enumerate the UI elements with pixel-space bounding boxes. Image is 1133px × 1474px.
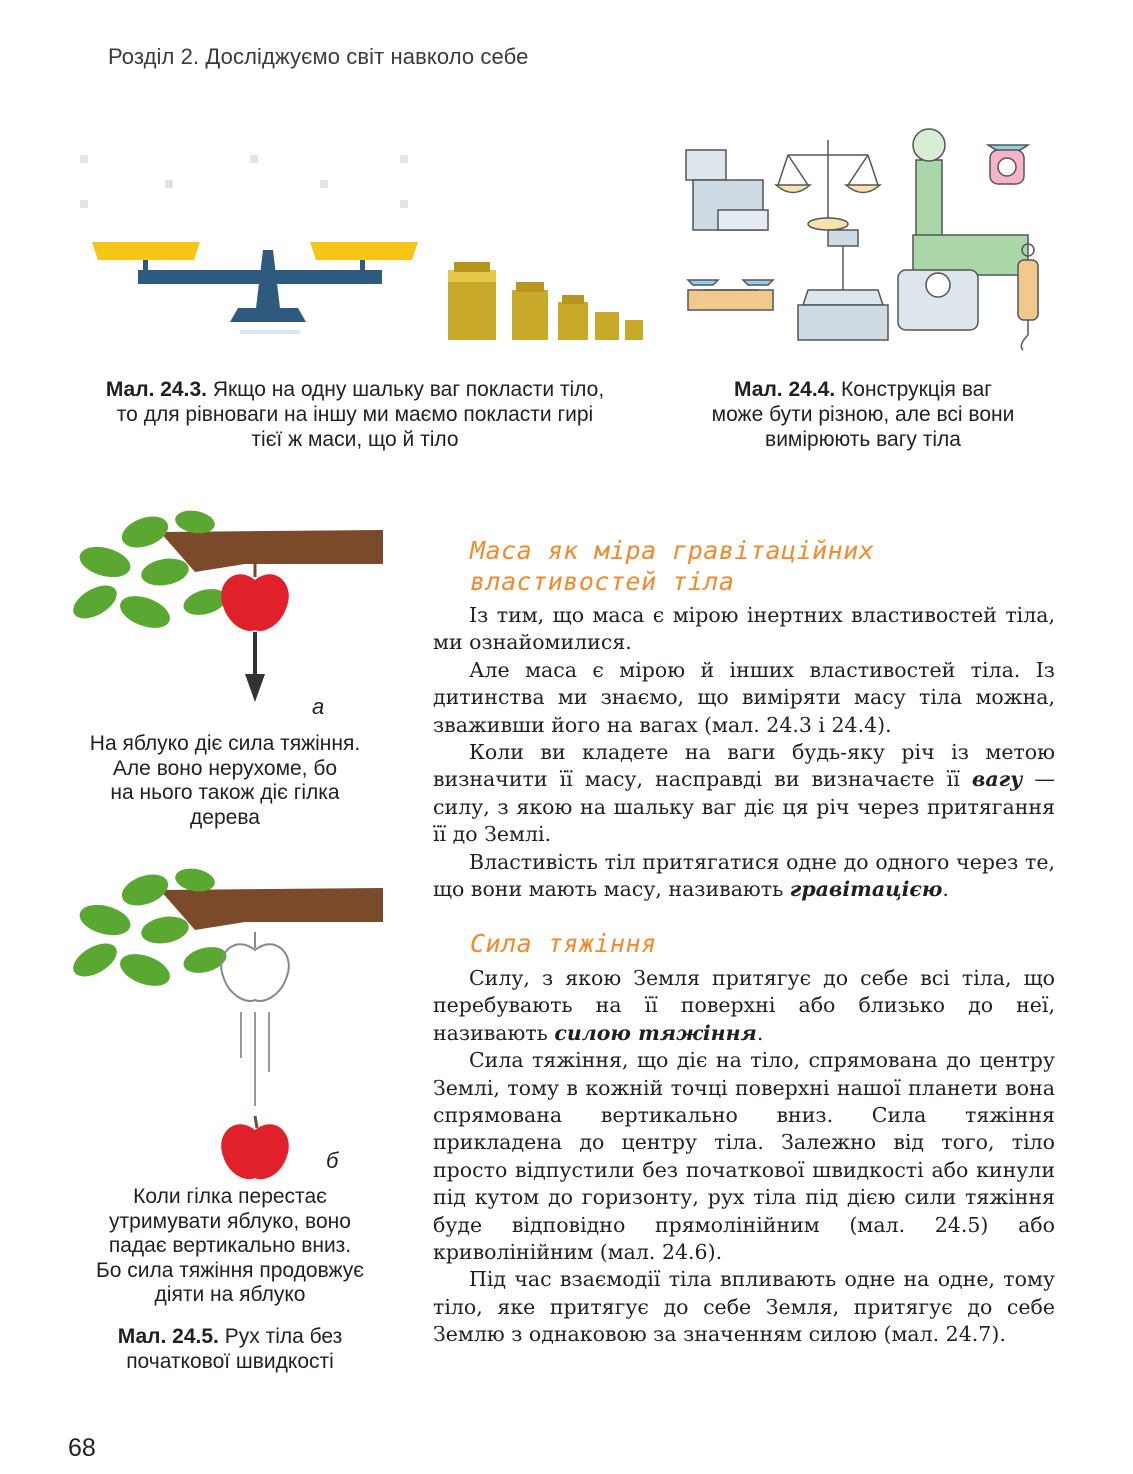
apple-on-branch-illustration bbox=[65, 502, 385, 712]
right-pan bbox=[310, 242, 418, 260]
term-weight: вагу bbox=[971, 767, 1023, 792]
paragraph: Але маса є мірою й інших властивостей тіла. Із дитинства ми знаємо, що виміряти масу тіла можна, зваживши його на вагах (мал. 24.3 і 24.4). bbox=[433, 657, 1055, 737]
balance-scale-illustration bbox=[70, 150, 650, 350]
fig-label: Мал. 24.3. bbox=[105, 378, 207, 401]
apple bbox=[221, 574, 289, 631]
fig-letter-a: а bbox=[312, 694, 325, 719]
paragraph: Під час взаємодії тіла впливають одне на одне, тому тіло, яке притягує до себе Земля, притягує до себе Землю з однаковою за значенням силою (мал. 24.7). bbox=[433, 1267, 1055, 1347]
weights-set bbox=[448, 262, 643, 340]
branch bbox=[160, 888, 383, 930]
paragraph: Силу, з якою Земля притягує до себе всі тіла, що перебувають на її поверхні або близько до неї, називають силою тяжіння. bbox=[433, 966, 1055, 1045]
scales-collection-illustration bbox=[678, 120, 1048, 355]
fig-letter-b: б bbox=[326, 1148, 339, 1173]
section-title-gravity-force: Сила тяжіння bbox=[470, 929, 657, 958]
term-gravity-force: силою тяжіння bbox=[554, 1020, 757, 1045]
page-number: 68 bbox=[68, 1434, 96, 1462]
motion-lines bbox=[241, 1012, 269, 1106]
apple-outline bbox=[221, 944, 289, 1001]
fig-24-5-caption: Мал. 24.5. Рух тіла без початкової швидкості bbox=[117, 1325, 343, 1373]
paragraph: Коли ви кладете на ваги будь-яку річ із метою визначити її масу, насправді ви визначаєте її вагу — силу, з якою на шальку ваг діє ця річ через притягання її до Землі. bbox=[433, 740, 1055, 847]
left-pan bbox=[92, 242, 200, 260]
paragraph: Із тим, що маса є мірою інертних властивостей тіла, ми ознайомилися. bbox=[433, 603, 1055, 655]
background-dots bbox=[80, 155, 408, 208]
fig-label: Мал. 24.5. bbox=[117, 1325, 219, 1348]
balance-pillar bbox=[256, 250, 280, 308]
fig-label: Мал. 24.4. bbox=[734, 378, 836, 401]
apple bbox=[221, 1124, 289, 1179]
fig-24-5b-text: Коли гілка перестає утримувати яблуко, воно падає вертикально вниз. Бо сила тяжіння продовжує діяти на яблуко bbox=[95, 1185, 365, 1306]
fig-24-4-caption: Мал. 24.4. Конструкція ваг може бути різною, але всі вони вимірюють вагу тіла bbox=[711, 378, 1015, 451]
branch bbox=[160, 530, 383, 572]
paragraph: Сила тяжіння, що діє на тіло, спрямована до центру Землі, тому в кожній точці поверхні нашої планети вона спрямована вертикально вниз. Сила тяжіння прикладена до центру тіла. Залежно від того, тіло просто відпустили без початкової швидкості або кинули під кутом до горизонту, рух тіла під дією сили тяжіння буде відповідно прямолінійним (мал. 24.5) або криволінійним (мал. 24.6). bbox=[433, 1048, 1055, 1265]
section-title-mass-gravity: Маса як міра гравітаційних властивостей тіла bbox=[470, 536, 875, 596]
leaves bbox=[68, 508, 230, 634]
fig-24-5a-text: На яблуко діє сила тяжіння. Але воно нерухоме, бо на нього також діє гілка дерева bbox=[89, 732, 361, 829]
paragraph: Властивість тіл притягатися одне до одного через те, що вони мають масу, називають гравітацією. bbox=[433, 849, 1055, 902]
term-gravitation: гравітацією bbox=[789, 877, 943, 902]
section2-body bbox=[433, 965, 1055, 1349]
falling-apple-illustration bbox=[65, 860, 385, 1180]
fig-24-3-caption: Мал. 24.3. Якщо на одну шальку ваг покласти тіло, то для рівноваги на іншу ми маємо покласти гирі тієї ж маси, що й тіло bbox=[105, 378, 605, 451]
leaves bbox=[68, 866, 230, 992]
running-header: Розділ 2. Досліджуємо світ навколо себе bbox=[108, 44, 529, 69]
section1-body bbox=[433, 602, 1055, 903]
